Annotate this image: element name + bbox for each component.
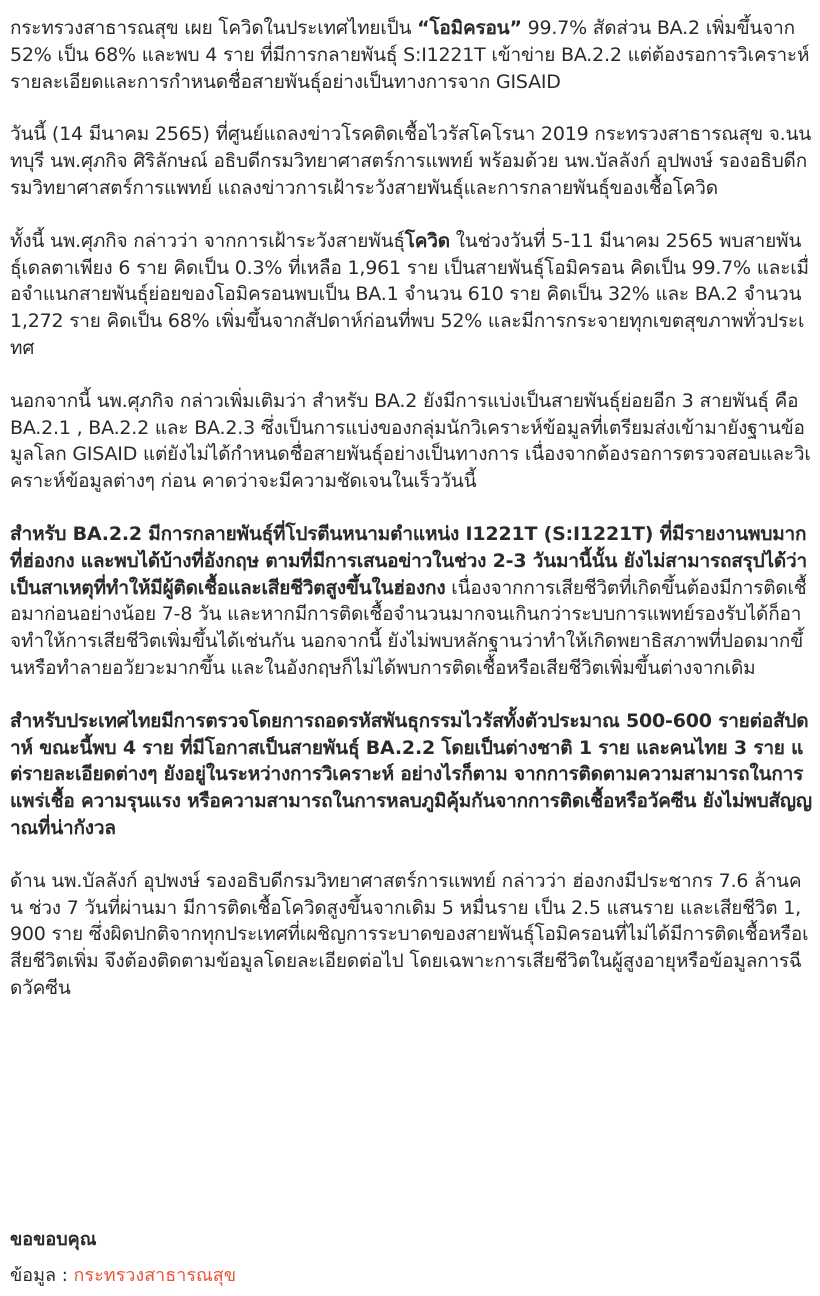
source-line: [10, 1260, 236, 1289]
paragraph-1: [10, 15, 812, 95]
paragraph-6: สำหรับประเทศไทยมีการตรวจโดยการถอดรหัสพันธุกรรมไวรัสทั้งตัวประมาณ 500-600 รายต่อสัปดาห์ ขณะนี้พบ 4 ราย ที่มีโอกาสเป็นสายพันธุ์ BA.2.2 โดยเป็นต่างชาติ 1 ราย และคนไทย 3 ราย แต่รายละเอียดต่างๆ ยังอยู่ในระหว่างการวิเคราะห์ อย่างไรก็ตาม จากการติดตามความสามารถในการแพร่เชื้อ ความรุนแรง หรือความสามารถในการหลบภูมิคุ้มกันจากการติดเชื้อหรือวัคซีน ยังไม่พบสัญญาณที่น่ากังวล: [10, 709, 812, 839]
paragraph-2: วันนี้ (14 มีนาคม 2565) ที่ศูนย์แถลงข่าวโรคติดเชื้อไวรัสโคโรนา 2019 กระทรวงสาธารณสุข จ.นนทบุรี นพ.ศุภกิจ ศิริลักษณ์ อธิบดีกรมวิทยาศาสตร์การแพทย์ พร้อมด้วย นพ.บัลลังก์ อุปพงษ์ รองอธิบดีกรมวิทยาศาสตร์การแพทย์ แถลงข่าวการเฝ้าระวังสายพันธุ์และการกลายพันธุ์ของเชื้อโควิด: [10, 123, 812, 199]
p5-normal-text: เนื่องจากการเสียชีวิตที่เกิดขึ้นต้องมีการติดเชื้อมาก่อนอย่างน้อย 7-8 วัน และหากมีการติดเชื้อจำนวนมากจนเกินกว่าระบบการแพทย์รองรับได้ก็อาจทำให้การเสียชีวิตเพิ่มขึ้นได้เช่นกัน นอกจากนี้ ยังไม่พบหลักฐานว่าทำให้เกิดพยาธิสภาพที่ปอดมากขึ้นหรือทำลายอวัยวะมากขึ้น และในอังกฤษก็ไม่ได้พบการติดเชื้อหรือเสียชีวิตเพิ่มขึ้นต่างจากเดิม: [10, 576, 807, 679]
p5-bold-text: สำหรับ BA.2.2 มีการกลายพันธุ์ที่โปรตีนหนามตำแหน่ง I1221T (S:I1221T) ที่มีรายงานพบมากที่ฮ่องกง และพบได้บ้างที่อังกฤษ ตามที่มีการเสนอข่าวในช่วง 2-3 วันมานี้นั้น ยังไม่สามารถสรุปได้ว่าเป็นสาเหตุที่ทำให้มีผู้ติดเชื้อและเสียชีวิตสูงขึ้นในฮ่องกง: [10, 522, 807, 599]
paragraph-4: นอกจากนี้ นพ.ศุภกิจ กล่าวเพิ่มเติมว่า สำหรับ BA.2 ยังมีการแบ่งเป็นสายพันธุ์ย่อยอีก 3 สายพันธุ์ คือ BA.2.1 , BA.2.2 และ BA.2.3 ซึ่งเป็นการแบ่งของกลุ่มนักวิเคราะห์ข้อมูลที่เตรียมส่งเข้ามายังฐานข้อมูลโลก GISAID แต่ยังไม่ได้กำหนดชื่อสายพันธุ์อย่างเป็นทางการ เนื่องจากต้องรอการตรวจสอบและวิเคราะห์ข้อมูลต่างๆ ก่อน คาดว่าจะมีความชัดเจนในเร็ววันนี้: [10, 389, 811, 493]
thanks-heading: ขอขอบคุณ: [10, 1229, 97, 1250]
source-link[interactable]: กระทรวงสาธารณสุข: [73, 1265, 237, 1286]
p1-text-a: กระทรวงสาธารณสุข เผย โควิดในประเทศไทยเป็น: [10, 17, 418, 39]
p1-highlight-omicron: “โอมิครอน”: [417, 17, 522, 39]
p1-text-c: 99.7% สัดส่วน BA.2 เพิ่มขึ้นจาก 52% เป็น 68% และพบ 4 ราย ที่มีการกลายพันธุ์ S:I1221T เข้าข่าย BA.2.2 แต่ต้องรอการวิเคราะห์รายละเอียดและการกำหนดชื่อสายพันธุ์อย่างเป็นทางการจาก GISAID: [10, 17, 810, 93]
article-body: [10, 15, 812, 1028]
paragraph-7: ด้าน นพ.บัลลังก์ อุปพงษ์ รองอธิบดีกรมวิทยาศาสตร์การแพทย์ กล่าวว่า ฮ่องกงมีประชากร 7.6 ล้านคน ช่วง 7 วันที่ผ่านมา มีการติดเชื้อโควิดสูงขึ้นจากเดิม 5 หมื่นราย เป็น 2.5 แสนราย และเสียชีวิต 1,900 ราย ซึ่งผิดปกติจากทุกประเทศที่เผชิญการระบาดของสายพันธุ์โอมิครอนที่ไม่ได้มีการติดเชื้อหรือเสียชีวิตเพิ่ม จึงต้องติดตามข้อมูลโดยละเอียดต่อไป โดยเฉพาะการเสียชีวิตในผู้สูงอายุหรือข้อมูลการฉีดวัคซีน: [10, 869, 809, 999]
paragraph-3: [10, 228, 812, 362]
paragraph-5: [10, 521, 812, 682]
p3-text-c: ในช่วงวันที่ 5-11 มีนาคม 2565 พบสายพันธุ์เดลตาเพียง 6 ราย คิดเป็น 0.3% ที่เหลือ 1,961 ราย เป็นสายพันธุ์โอมิครอน คิดเป็น 99.7% และเมื่อจำแนกสายพันธุ์ย่อยของโอมิครอนพบเป็น BA.1 จำนวน 610 ราย คิดเป็น 32% และ BA.2 จำนวน 1,272 ราย คิดเป็น 68% เพิ่มขึ้นจากสัปดาห์ก่อนที่พบ 52% และมีการกระจายทุกเขตสุขภาพทั่วประเทศ: [10, 229, 809, 359]
source-label: ข้อมูล :: [10, 1265, 74, 1286]
p3-text-a: ทั้งนี้ นพ.ศุภกิจ กล่าวว่า จากการเฝ้าระวังสายพันธุ์: [10, 229, 405, 252]
p3-highlight-covid: โควิด: [404, 229, 450, 252]
